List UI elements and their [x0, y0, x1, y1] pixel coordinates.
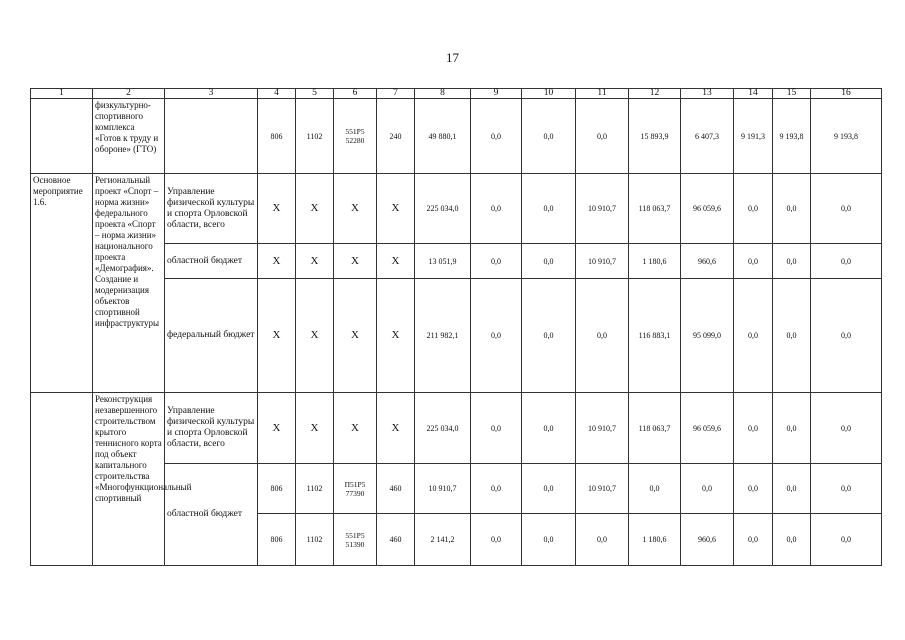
cell-executor: Управление физической культуры и спорта Орловской области, всего [165, 174, 258, 244]
cell-value: 96 059,6 [681, 393, 734, 464]
col-header: 1 [31, 89, 93, 99]
cell-total: 225 034,0 [415, 393, 471, 464]
cell-value: 0,0 [522, 393, 576, 464]
cell-vr: 460 [377, 464, 415, 514]
cell-value: 10 910,7 [576, 174, 629, 244]
cell-value: 0,0 [576, 514, 629, 566]
cell-grbs: X [258, 244, 296, 279]
cell-value: 9 193,8 [811, 99, 882, 174]
cell-executor: областной бюджет [165, 244, 258, 279]
cell-csr: 551P5 52280 [334, 99, 377, 174]
cell-rzpr: 1102 [296, 464, 334, 514]
cell-vr: X [377, 244, 415, 279]
cell-rzpr: 1102 [296, 514, 334, 566]
cell-value: 0,0 [471, 99, 522, 174]
cell-vr: X [377, 393, 415, 464]
cell-grbs: 806 [258, 99, 296, 174]
col-header: 15 [773, 89, 811, 99]
cell-rzpr: X [296, 393, 334, 464]
cell-value: 0,0 [773, 244, 811, 279]
cell-vr: X [377, 174, 415, 244]
cell-value: 0,0 [471, 244, 522, 279]
cell-rzpr: X [296, 174, 334, 244]
cell-value: 0,0 [773, 174, 811, 244]
budget-table [30, 88, 882, 566]
cell-name: Реконструкция незавершенного строительством крытого теннисного корта под объект капитального строительства «Многофункциональный спортивный [93, 393, 165, 566]
col-header: 7 [377, 89, 415, 99]
cell-value: 0,0 [734, 174, 773, 244]
cell-value: 95 099,0 [681, 279, 734, 393]
cell-value: 0,0 [522, 514, 576, 566]
cell-value: 0,0 [522, 279, 576, 393]
col-header: 16 [811, 89, 882, 99]
cell-value: 96 059,6 [681, 174, 734, 244]
cell-total: 49 880,1 [415, 99, 471, 174]
cell-executor: областной бюджет [165, 464, 258, 566]
cell-value: 10 910,7 [576, 464, 629, 514]
col-header: 3 [165, 89, 258, 99]
col-header: 6 [334, 89, 377, 99]
col-header: 12 [629, 89, 681, 99]
cell-value: 0,0 [734, 514, 773, 566]
cell-value: 15 893,9 [629, 99, 681, 174]
cell-value: 0,0 [811, 244, 882, 279]
cell-name: Региональный проект «Спорт – норма жизни» федерального проекта «Спорт – норма жизни» национального проекта «Демография». Создание и модернизация объектов спортивной инфраструктуры [93, 174, 165, 393]
cell-csr: П51P5 77390 [334, 464, 377, 514]
cell-value: 0,0 [522, 244, 576, 279]
cell-value: 0,0 [811, 393, 882, 464]
col-header: 2 [93, 89, 165, 99]
cell-value: 0,0 [734, 279, 773, 393]
cell-rzpr: X [296, 244, 334, 279]
cell-rzpr: X [296, 279, 334, 393]
cell-value: 10 910,7 [576, 393, 629, 464]
cell-activity: Основное мероприятие 1.6. [31, 174, 93, 393]
cell-value: 0,0 [681, 464, 734, 514]
cell-total: 2 141,2 [415, 514, 471, 566]
cell-value: 0,0 [522, 99, 576, 174]
cell-value: 0,0 [471, 174, 522, 244]
cell-value: 0,0 [471, 393, 522, 464]
cell-csr: X [334, 393, 377, 464]
cell-value: 9 191,3 [734, 99, 773, 174]
cell-value: 0,0 [773, 514, 811, 566]
table-row [31, 99, 882, 174]
cell-csr: X [334, 244, 377, 279]
cell-value: 1 180,6 [629, 514, 681, 566]
cell-value: 9 193,8 [773, 99, 811, 174]
cell-value: 118 063,7 [629, 174, 681, 244]
col-header: 8 [415, 89, 471, 99]
cell-csr: X [334, 174, 377, 244]
cell-value: 0,0 [811, 514, 882, 566]
cell-vr: 240 [377, 99, 415, 174]
cell-total: 225 034,0 [415, 174, 471, 244]
cell-grbs: X [258, 279, 296, 393]
cell-grbs: X [258, 174, 296, 244]
cell-value: 0,0 [811, 279, 882, 393]
cell-total: 211 982,1 [415, 279, 471, 393]
col-header: 11 [576, 89, 629, 99]
cell-value: 10 910,7 [576, 244, 629, 279]
cell-executor [165, 99, 258, 174]
table-row [31, 174, 882, 244]
cell-csr: X [334, 279, 377, 393]
col-header: 4 [258, 89, 296, 99]
cell-grbs: 806 [258, 464, 296, 514]
cell-executor: федеральный бюджет [165, 279, 258, 393]
cell-value: 0,0 [734, 244, 773, 279]
cell-value: 0,0 [576, 99, 629, 174]
cell-grbs: X [258, 393, 296, 464]
cell-value: 960,6 [681, 514, 734, 566]
cell-value: 116 883,1 [629, 279, 681, 393]
cell-activity [31, 99, 93, 174]
cell-vr: 460 [377, 514, 415, 566]
cell-name: физкультурно-спортивного комплекса «Готов к труду и обороне» (ГТО) [93, 99, 165, 174]
cell-value: 118 063,7 [629, 393, 681, 464]
cell-value: 960,6 [681, 244, 734, 279]
cell-value: 0,0 [522, 464, 576, 514]
cell-value: 0,0 [522, 174, 576, 244]
cell-value: 0,0 [811, 464, 882, 514]
cell-value: 0,0 [811, 174, 882, 244]
cell-value: 0,0 [471, 514, 522, 566]
col-header: 5 [296, 89, 334, 99]
col-header: 9 [471, 89, 522, 99]
cell-csr: 551P5 51390 [334, 514, 377, 566]
col-header: 14 [734, 89, 773, 99]
cell-grbs: 806 [258, 514, 296, 566]
cell-rzpr: 1102 [296, 99, 334, 174]
cell-executor: Управление физической культуры и спорта Орловской области, всего [165, 393, 258, 464]
column-number-row [31, 89, 882, 99]
cell-value: 0,0 [773, 279, 811, 393]
cell-total: 10 910,7 [415, 464, 471, 514]
cell-vr: X [377, 279, 415, 393]
cell-value: 0,0 [471, 464, 522, 514]
cell-value: 0,0 [471, 279, 522, 393]
cell-value: 0,0 [773, 393, 811, 464]
col-header: 13 [681, 89, 734, 99]
cell-value: 0,0 [576, 279, 629, 393]
cell-value: 6 407,3 [681, 99, 734, 174]
cell-total: 13 051,9 [415, 244, 471, 279]
cell-value: 0,0 [734, 464, 773, 514]
page-number: 17 [446, 50, 459, 65]
table-row [31, 393, 882, 464]
col-header: 10 [522, 89, 576, 99]
cell-activity [31, 393, 93, 566]
cell-value: 0,0 [773, 464, 811, 514]
cell-value: 0,0 [629, 464, 681, 514]
cell-value: 1 180,6 [629, 244, 681, 279]
cell-value: 0,0 [734, 393, 773, 464]
